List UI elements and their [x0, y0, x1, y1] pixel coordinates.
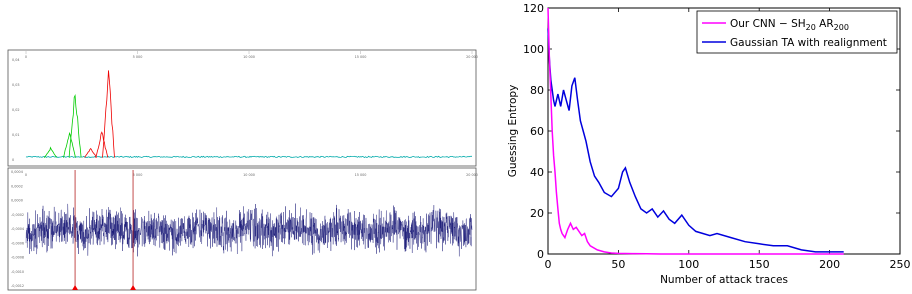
x-tick-label: 15 000 [354, 55, 367, 59]
y-tick-label: 80 [530, 84, 544, 97]
legend-label-cnn: Our CNN − $SH_{20}$ $AR_{200}$ [730, 18, 849, 32]
left-panels [8, 50, 478, 290]
y-tick-label: 60 [530, 125, 544, 138]
x-tick-label: 10 000 [243, 55, 255, 59]
x-tick-label: 0 [544, 258, 552, 271]
y-tick-label: 0,0000 [11, 198, 23, 203]
x-tick-label: 50 [611, 258, 626, 271]
x-axis-label: Number of attack traces [660, 274, 788, 286]
legend [697, 11, 897, 53]
y-tick-label: 0,0004 [11, 170, 23, 174]
y-tick-label: 100 [523, 43, 544, 56]
x-tick-label: 15 000 [354, 173, 367, 177]
y-tick-label: 120 [523, 2, 544, 15]
x-tick-label: 0 [24, 55, 28, 59]
y-tick-label: 0,0002 [11, 184, 23, 189]
x-tick-label: 100 [678, 258, 700, 271]
x-tick-label: 150 [748, 258, 770, 271]
y-tick-label: 0,02 [12, 108, 20, 112]
x-tick-label: 250 [889, 258, 911, 271]
y-tick-label: -0,0012 [11, 284, 25, 288]
y-tick-label: 0,03 [12, 83, 20, 87]
y-tick-label: 40 [530, 166, 544, 179]
y-tick-label: -0,0002 [11, 212, 25, 217]
x-tick-label: 5 000 [132, 173, 143, 177]
left-top-plot-frame [8, 50, 476, 166]
right-chart [507, 2, 911, 286]
x-tick-label: 0 [24, 173, 28, 177]
y-tick-label: -0,0004 [11, 227, 25, 231]
x-tick-label: 5 000 [132, 55, 143, 59]
y-tick-label: -0,0006 [11, 241, 25, 246]
y-tick-label: -0,0010 [11, 269, 25, 274]
y-tick-label: 20 [530, 207, 544, 220]
x-tick-label: 20 000 [466, 173, 478, 177]
x-tick-label: 20 000 [466, 55, 478, 59]
y-tick-label: 0 [12, 158, 15, 162]
y-tick-label: 0 [537, 248, 544, 261]
x-tick-label: 10 000 [243, 173, 255, 177]
y-tick-label: 0,04 [12, 58, 20, 62]
y-tick-label: 0,01 [12, 133, 20, 137]
legend-label-gaussian: Gaussian TA with realignment [730, 37, 887, 49]
y-tick-label: -0,0008 [11, 255, 25, 260]
y-axis-label: Guessing Entropy [507, 84, 519, 178]
x-tick-label: 200 [819, 258, 841, 271]
